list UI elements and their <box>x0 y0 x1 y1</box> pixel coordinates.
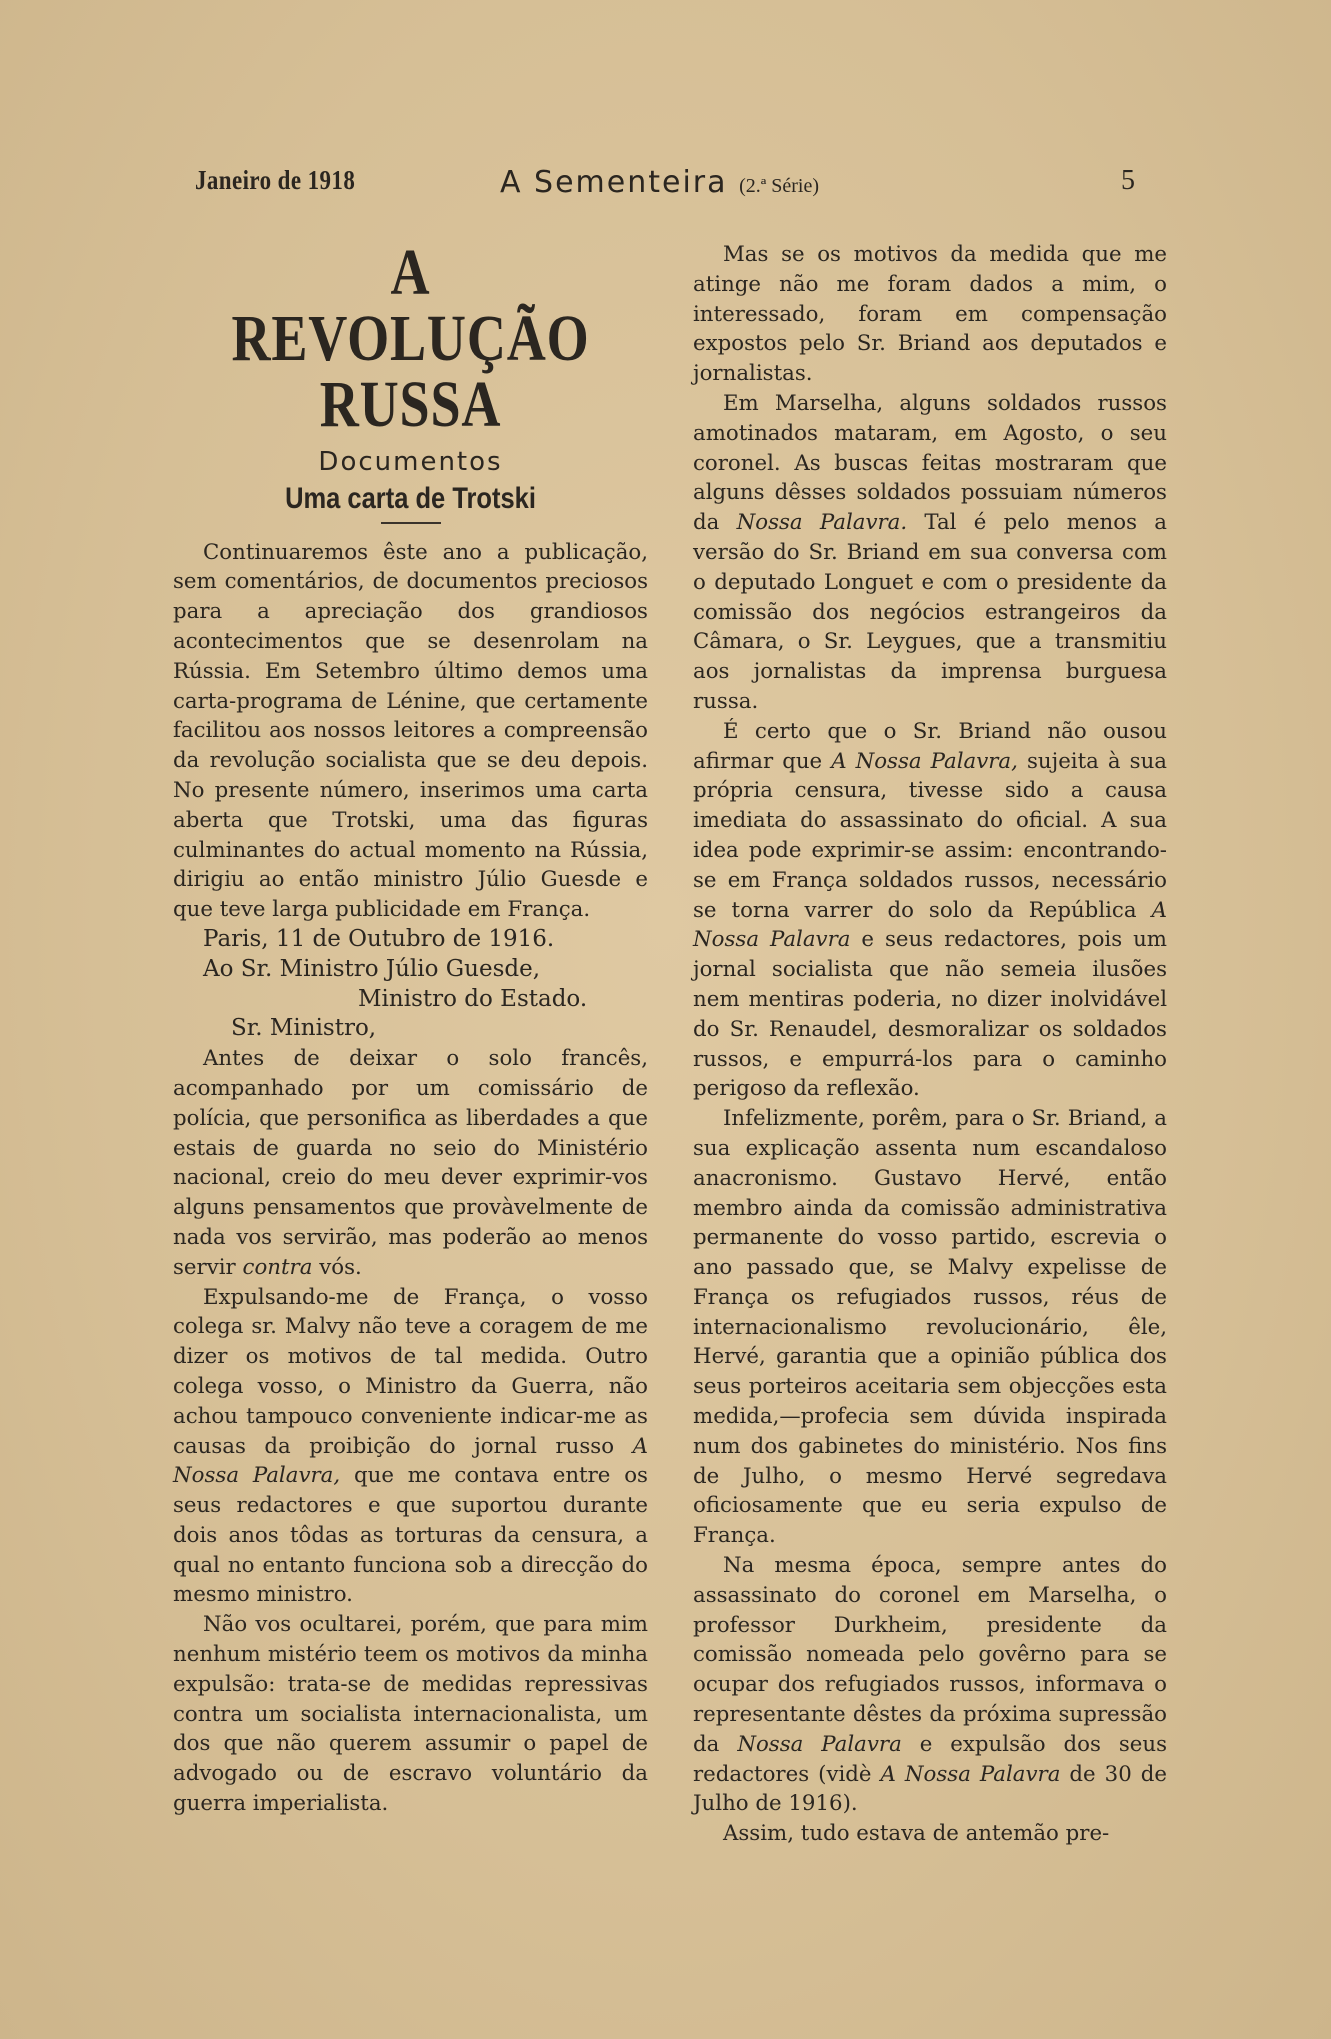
letter-address-line-1: Ao Sr. Ministro Júlio Guesde, <box>203 955 541 982</box>
letter-paragraph <box>173 1044 648 1282</box>
issue-date: Janeiro de 1918 <box>195 165 356 195</box>
letter-address-line-2: Ministro do Estado. <box>358 985 588 1012</box>
left-column <box>173 236 648 1819</box>
letter-paragraph <box>693 389 1167 717</box>
series-label: (2.ª Série) <box>739 175 820 197</box>
divider-rule <box>381 522 441 524</box>
page-number: 5 <box>1121 165 1135 196</box>
letter-paragraph: Assim, tudo estava de antemão pre- <box>723 1821 1110 1847</box>
letter-paragraph: Não vos ocultarei, porém, que para mim nenhum mistério teem os motivos da minha expulsão: trata-se de medidas repressivas contra um socialista internacionalista, um dos que não querem assumir o papel de advogado ou de escravo voluntário da guerra imperialista. <box>173 1612 648 1817</box>
italic-text: A Nossa Palavra, <box>173 1433 648 1489</box>
paragraph-text: vós. <box>319 1254 362 1280</box>
paragraph-text: Na mesma época, sempre antes do assassinato do coronel em Marselha, o professor Durkheim, presidente da comissão nomeada pelo govêrno para se ocupar dos refugiados russos, informava o representante dêstes da próxima supressão da <box>693 1553 1167 1757</box>
italic-text: Nossa Palavra <box>737 1731 902 1757</box>
headline: A REVOLUÇÃO RUSSA <box>231 236 590 441</box>
italic-text: contra <box>242 1254 313 1280</box>
right-column <box>693 240 1167 1849</box>
italic-text: A Nossa Palavra, <box>831 748 1018 774</box>
paragraph-text: sujeita à sua própria censura, tivesse sido a causa imediata do assassinato do oficial. A sua idea pode exprimir-se assim: encontrando-se em França soldados russos, necessário se torna varrer do solo da República <box>693 748 1167 923</box>
paragraph-text: que me contava entre os seus redactores e que suportou durante dois anos tôdas as torturas da censura, a qual no entanto funciona sob a direcção do mesmo ministro. <box>173 1463 648 1608</box>
article-subtitle: Uma carta de Trotski <box>285 481 536 515</box>
paragraph-text: e seus redactores, pois um jornal socialista que não semeia ilusões nem mentiras poderia, no dizer inolvidável do Sr. Renaudel, desmoralizar os soldados russos, e empurrá-los para o caminho perigoso da reflexão. <box>693 927 1167 1102</box>
section-title: Documentos <box>318 447 503 477</box>
intro-paragraph: Continuaremos êste ano a publicação, sem comentários, de documentos preciosos para a apreciação dos grandiosos acontecimentos que se desenrolam na Rússia. Em Setembro último demos uma carta-programa de Lénine, que certamente facilitou aos nossos leitores a compreensão da revolução socialista que se deu depois. No presente número, inserimos uma carta aberta que Trotski, uma das figuras culminantes do actual momento na Rússia, dirigiu ao então ministro Júlio Guesde e que teve larga publicidade em França. <box>173 539 648 923</box>
letter-paragraph <box>173 1283 648 1611</box>
publication-title <box>500 165 819 200</box>
paragraph-text: e expulsão dos seus redactores (vidè <box>693 1731 1168 1787</box>
italic-text: Nossa Palavra. <box>736 510 908 536</box>
letter-paragraph: Mas se os motivos da medida que me atinge não me foram dados a mim, o interessado, foram em compensação expostos pelo Sr. Briand aos deputados e jornalistas. <box>693 242 1167 387</box>
paragraph-text: Antes de deixar o solo francês, acompanhado por um comissário de polícia, que personifica as liberdades a que estais de guarda no seio do Ministério nacional, creio do meu dever exprimir-vos alguns pensamentos que provàvelmente de nada vos servirão, mas poderão ao menos servir <box>173 1046 648 1280</box>
publication-name: A Sementeira <box>500 165 728 200</box>
paragraph-text: Expulsando-me de França, o vosso colega sr. Malvy não teve a coragem de me dizer os motivos de tal medida. Outro colega vosso, o Ministro da Guerra, não achou tampouco conveniente indicar-me as causas da proibição do jornal russo <box>173 1284 648 1459</box>
letter-dateline: Paris, 11 de Outubro de 1916. <box>203 925 555 952</box>
letter-paragraph <box>693 717 1167 1104</box>
paragraph-text: Tal é pelo menos a versão do Sr. Briand em sua conversa com o deputado Longuet e com o presidente da comissão dos negócios estrangeiros da Câmara, o Sr. Leygues, que a transmitiu aos jornalistas da imprensa burguesa russa. <box>693 510 1167 714</box>
paragraph-text: É certo que o Sr. Briand não ousou afirmar que <box>693 718 1167 774</box>
paragraph-text: de 30 de Julho de 1916). <box>693 1761 1167 1817</box>
page-header <box>195 165 1135 205</box>
paragraph-text: Em Marselha, alguns soldados russos amotinados mataram, em Agosto, o seu coronel. As buscas feitas mostraram que alguns dêsses soldados possuiam números da <box>693 390 1167 536</box>
letter-salutation: Sr. Ministro, <box>231 1015 377 1042</box>
letter-paragraph: Infelizmente, porêm, para o Sr. Briand, a sua explicação assenta num escandaloso anacronismo. Gustavo Hervé, então membro ainda da comissão administrativa permanente do vosso partido, escrevia o ano passado que, se Malvy expelisse de França os refugiados russos, réus de internacionalismo revolucionário, êle, Hervé, garantia que a opinião pública dos seus porteiros aceitaria sem objecções esta medida,—profecia sem dúvida inspirada num dos gabinetes do ministério. Nos fins de Julho, o mesmo Hervé segredava oficiosamente que eu seria expulso de França. <box>693 1106 1167 1549</box>
letter-paragraph <box>693 1551 1167 1819</box>
italic-text: A Nossa Palavra <box>693 897 1167 953</box>
italic-text: A Nossa Palavra <box>880 1761 1061 1787</box>
